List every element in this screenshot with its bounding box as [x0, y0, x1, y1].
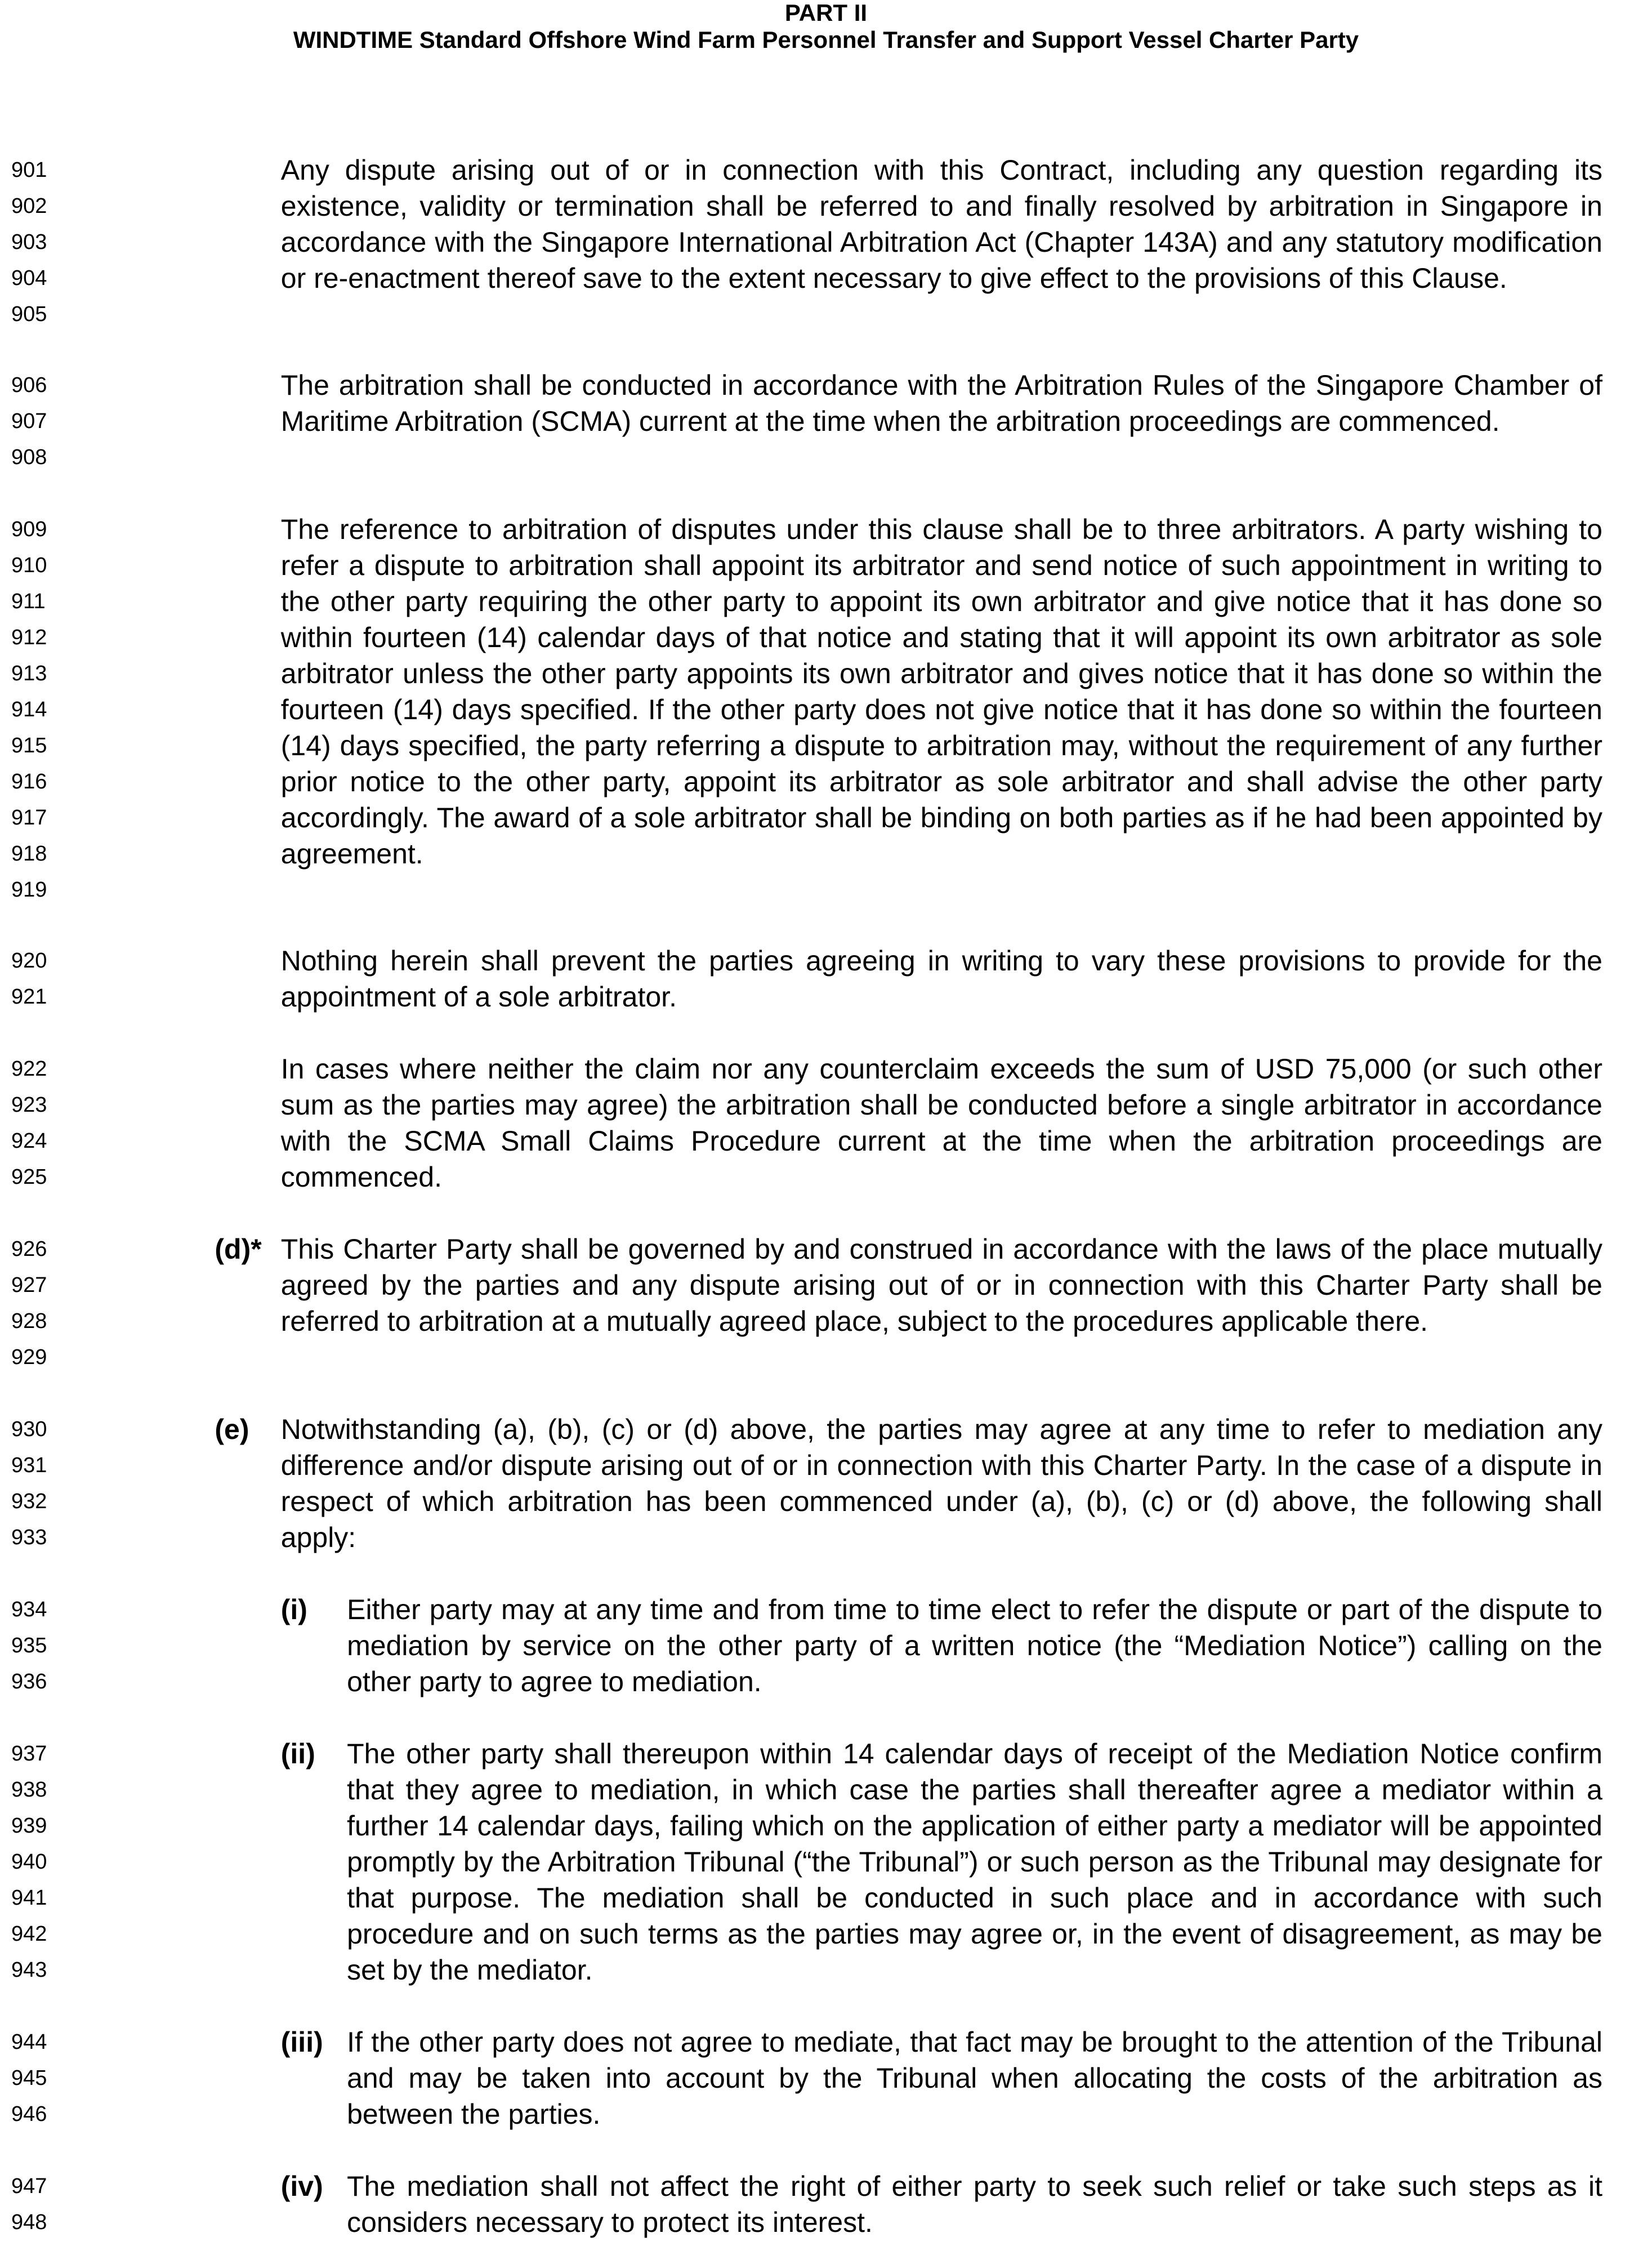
line-number: 916: [11, 770, 47, 794]
line-number: 931: [11, 1454, 47, 1477]
line-number: 920: [11, 949, 47, 973]
line-number: 937: [11, 1742, 47, 1766]
line-number: 938: [11, 1778, 47, 1802]
line-number: 945: [11, 2066, 47, 2090]
line-number: 946: [11, 2102, 47, 2126]
line-number: 928: [11, 1309, 47, 1333]
line-number: 905: [11, 302, 47, 326]
line-number: 919: [11, 878, 47, 902]
paragraph-text: If the other party does not agree to mediate, that fact may be brought to the attention of the Tribunal and may be taken into account by the Tribunal when allocating the costs of the arbitration as between the parties.: [347, 2026, 1602, 2130]
line-number: 917: [11, 806, 47, 830]
paragraph-text: Any dispute arising out of or in connection with this Contract, including any question regarding its existence, validity or termination shall be referred to and finally resolved by arbitration in Singapore in accordance with the Singapore International Arbitration Act (Chapter 143A) and any statutory modification or re-enactment thereof save to the extent necessary to give effect to the provisions of this Clause.: [280, 154, 1602, 294]
line-number: 921: [11, 985, 47, 1009]
part-heading: PART II: [784, 0, 868, 26]
paragraph-text: Nothing herein shall prevent the parties agreeing in writing to vary these provisions to provide for the appointment of a sole arbitrator.: [280, 945, 1602, 1013]
paragraph-text: The other party shall thereupon within 14 calendar days of receipt of the Mediation Notice confirm that they agree to mediation, in which case the parties shall thereafter agree a mediator within a further 14 calendar days, failing which on the application of either party a mediator will be appointed promptly by the Arbitration Tribunal (“the Tribunal”) or such person as the Tribunal may designate for that purpose. The mediation shall be conducted in such place and in accordance with such procedure and on such terms as the parties may agree or, in the event of disagreement, as may be set by the mediator.: [347, 1738, 1602, 1986]
line-number: 939: [11, 1814, 47, 1838]
sub-clause-label: (i): [280, 1594, 307, 1625]
line-number: 943: [11, 1958, 47, 1982]
line-number: 932: [11, 1490, 47, 1513]
line-number: 903: [11, 230, 47, 254]
line-number: 926: [11, 1237, 47, 1261]
line-number: 927: [11, 1273, 47, 1297]
paragraph-text: In cases where neither the claim nor any counterclaim exceeds the sum of USD 75,000 (or such other sum as the parties may agree) the arbitration shall be conducted before a single arbitrator in accordance with the SCMA Small Claims Procedure current at the time when the arbitration proceedings are commenced.: [280, 1053, 1602, 1193]
line-number: 922: [11, 1057, 47, 1081]
line-number: 948: [11, 2210, 47, 2234]
line-number: 934: [11, 1598, 47, 1621]
line-number: 909: [11, 518, 47, 541]
line-number: 940: [11, 1850, 47, 1874]
clause-label: (e): [215, 1414, 249, 1445]
line-number: 942: [11, 1922, 47, 1946]
line-number: 911: [11, 590, 46, 613]
line-number: 906: [11, 373, 47, 397]
paragraph-text: The mediation shall not affect the right of either party to seek such relief or take such steps as it considers necessary to protect its interest.: [347, 2170, 1602, 2238]
line-number: 947: [11, 2174, 47, 2198]
line-number: 910: [11, 554, 47, 577]
document-title: WINDTIME Standard Offshore Wind Farm Personnel Transfer and Support Vessel Charter Party: [293, 26, 1359, 53]
sub-clause-label: (iv): [280, 2170, 323, 2202]
paragraph-text: Notwithstanding (a), (b), (c) or (d) above, the parties may agree at any time to refer to mediation any difference and/or dispute arising out of or in connection with this Charter Party. In the case of a dispute in respect of which arbitration has been commenced under (a), (b), (c) or (d) above, the following shall apply:: [280, 1414, 1602, 1553]
line-number: 904: [11, 266, 47, 290]
line-number: 923: [11, 1093, 47, 1117]
sub-clause-label: (ii): [280, 1738, 315, 1769]
line-number: 901: [11, 158, 47, 182]
line-number: 912: [11, 626, 47, 649]
line-number: 908: [11, 445, 47, 469]
line-number: 915: [11, 734, 47, 757]
line-number: 925: [11, 1165, 47, 1189]
paragraph-text: The arbitration shall be conducted in accordance with the Arbitration Rules of the Singapore Chamber of Maritime Arbitration (SCMA) current at the time when the arbitration proceedings are commenced.: [280, 369, 1602, 437]
paragraph-text: The reference to arbitration of disputes under this clause shall be to three arbitrators. A party wishing to refer a dispute to arbitration shall appoint its arbitrator and send notice of such appointment in writing to the other party requiring the other party to appoint its own arbitrator and give notice that it has done so within fourteen (14) calendar days of that notice and stating that it will appoint its own arbitrator as sole arbitrator unless the other party appoints its own arbitrator and gives notice that it has done so within the fourteen (14) days specified. If the other party does not give notice that it has done so within the fourteen (14) days specified, the party referring a dispute to arbitration may, without the requirement of any further prior notice to the other party, appoint its arbitrator as sole arbitrator and shall advise the other party accordingly. The award of a sole arbitrator shall be binding on both parties as if he had been appointed by agreement.: [280, 514, 1602, 870]
paragraph-text: Either party may at any time and from time to time elect to refer the dispute or part of the dispute to mediation by service on the other party of a written notice (the “Mediation Notice”) calling on the other party to agree to mediation.: [347, 1594, 1602, 1697]
line-number: 913: [11, 662, 47, 685]
line-number: 914: [11, 698, 47, 721]
line-number: 941: [11, 1886, 47, 1910]
clause-label: (d)*: [215, 1233, 262, 1265]
line-number: 929: [11, 1345, 47, 1369]
line-number: 930: [11, 1418, 47, 1441]
line-number: 918: [11, 842, 47, 866]
paragraph-text: This Charter Party shall be governed by and construed in accordance with the laws of the place mutually agreed by the parties and any dispute arising out of or in connection with this Charter Party shall be referred to arbitration at a mutually agreed place, subject to the procedures applicable there.: [280, 1233, 1602, 1337]
line-number: 944: [11, 2030, 47, 2054]
line-number: 936: [11, 1670, 47, 1693]
line-number: 902: [11, 194, 47, 218]
line-number: 933: [11, 1526, 47, 1549]
line-number: 935: [11, 1634, 47, 1657]
line-number: 924: [11, 1129, 47, 1153]
sub-clause-label: (iii): [280, 2026, 323, 2058]
line-number: 907: [11, 409, 47, 433]
